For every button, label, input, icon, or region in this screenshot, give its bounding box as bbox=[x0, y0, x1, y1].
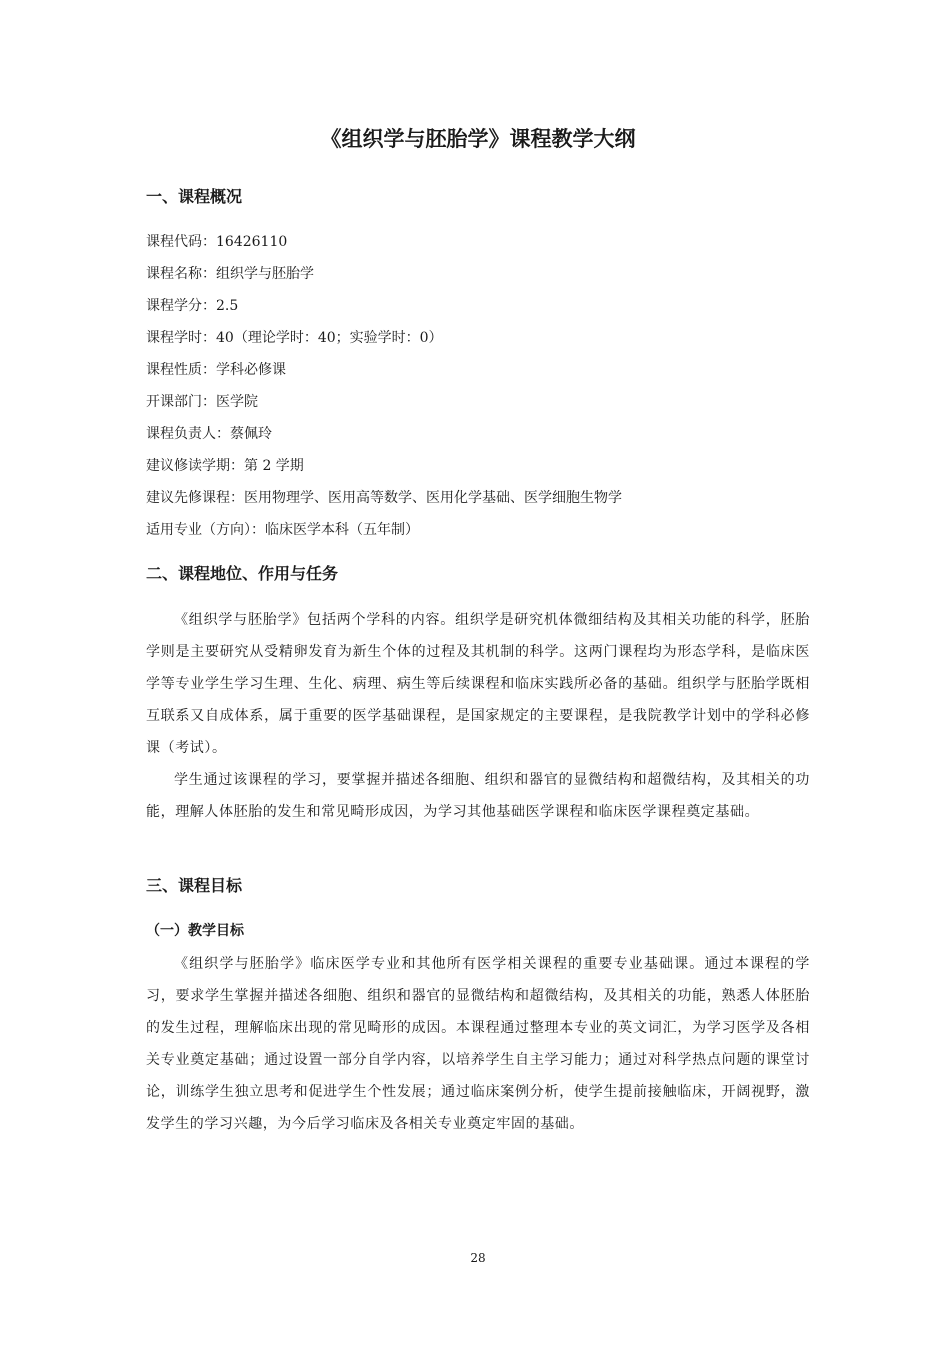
info-course-type: 课程性质：学科必修课 bbox=[146, 362, 286, 378]
section-heading-overview: 一、课程概况 bbox=[146, 187, 243, 206]
info-course-name: 课程名称：组织学与胚胎学 bbox=[146, 266, 314, 282]
info-course-credits: 课程学分：2.5 bbox=[146, 298, 239, 314]
course-info-list bbox=[146, 229, 622, 549]
info-course-code: 课程代码：16426110 bbox=[146, 234, 288, 250]
subheading-teaching-goals: （一）教学目标 bbox=[146, 923, 244, 939]
objectives-paragraph: 《组织学与胚胎学》临床医学专业和其他所有医学相关课程的重要专业基础课。通过本课程的学习，要求学生掌握并描述各细胞、组织和器官的显微结构和超微结构，及其相关的功能，熟悉人体胚胎的发生过程，理解临床出现的常见畸形的成因。本课程通过整理本专业的英文词汇，为学习医学及各相关专业奠定基础；通过设置一部分自学内容，以培养学生自主学习能力；通过对科学热点问题的课堂讨论，训练学生独立思考和促进学生个性发展；通过临床案例分析，使学生提前接触临床，开阔视野，激发学生的学习兴趣，为今后学习临床及各相关专业奠定牢固的基础。 bbox=[146, 956, 810, 1132]
section-heading-objectives: 三、课程目标 bbox=[146, 876, 243, 895]
info-major: 适用专业（方向）：临床医学本科（五年制） bbox=[146, 522, 419, 538]
page-number: 28 bbox=[470, 1251, 486, 1265]
document-page bbox=[146, 0, 810, 1347]
info-department: 开课部门：医学院 bbox=[146, 394, 258, 410]
section-heading-role: 二、课程地位、作用与任务 bbox=[146, 564, 339, 583]
info-semester: 建议修读学期：第 2 学期 bbox=[146, 458, 304, 474]
info-course-lead: 课程负责人：蔡佩玲 bbox=[146, 426, 272, 442]
role-paragraph-2: 学生通过该课程的学习，要掌握并描述各细胞、组织和器官的显微结构和超微结构，及其相关的功能，理解人体胚胎的发生和常见畸形成因，为学习其他基础医学课程和临床医学课程奠定基础。 bbox=[146, 772, 810, 820]
role-paragraph-1: 《组织学与胚胎学》包括两个学科的内容。组织学是研究机体微细结构及其相关功能的科学，胚胎学则是主要研究从受精卵发育为新生个体的过程及其机制的科学。这两门课程均为形态学科，是临床医学等专业学生学习生理、生化、病理、病生等后续课程和临床实践所必备的基础。组织学与胚胎学既相互联系又自成体系，属于重要的医学基础课程，是国家规定的主要课程，是我院教学计划中的学科必修课（考试）。 bbox=[146, 612, 810, 756]
document-title: 《组织学与胚胎学》课程教学大纲 bbox=[320, 127, 636, 151]
info-course-hours: 课程学时：40（理论学时：40；实验学时：0） bbox=[146, 330, 443, 346]
info-prerequisites: 建议先修课程：医用物理学、医用高等数学、医用化学基础、医学细胞生物学 bbox=[146, 490, 622, 506]
